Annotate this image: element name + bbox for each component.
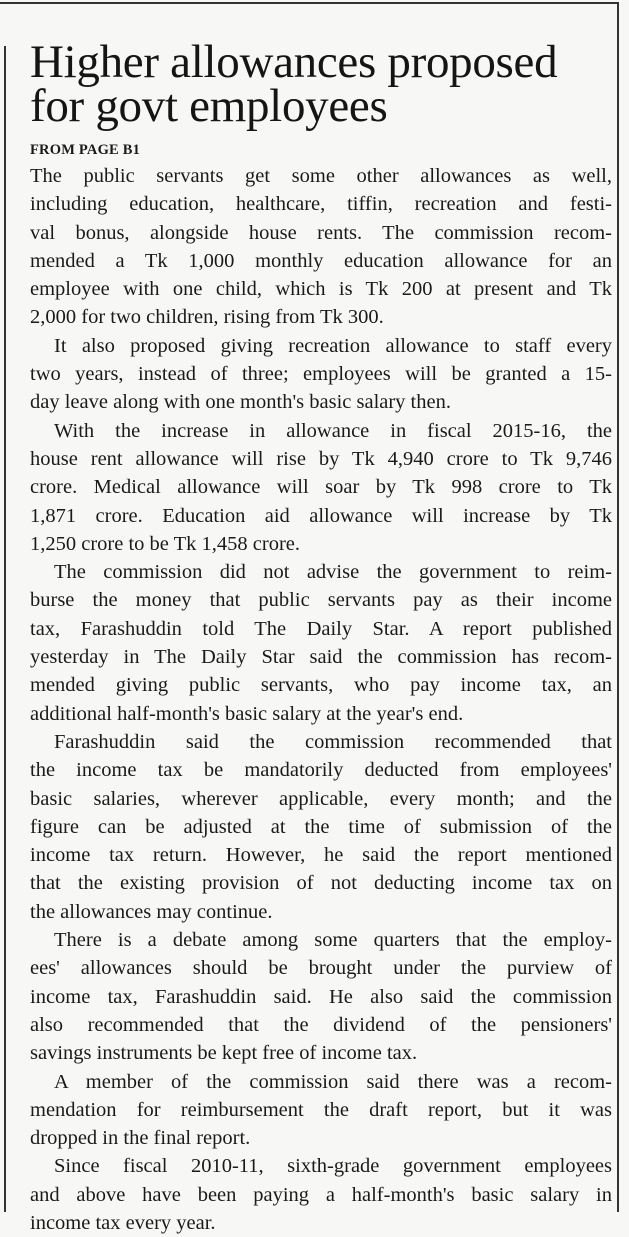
text-line: also recommended that the dividend of the pensioners' <box>30 1013 612 1036</box>
text-line: 1,871 crore. Education aid allowance will increase by Tk <box>30 504 612 527</box>
text-line: mended giving public servants, who pay income tax, an <box>30 674 612 697</box>
text-line: income tax return. However, he said the report mentioned <box>30 844 612 867</box>
text-line: 2,000 for two children, rising from Tk 300. <box>30 306 384 329</box>
article-body <box>30 162 612 1237</box>
text-line: savings instruments be kept free of income tax. <box>30 1042 418 1065</box>
headline-line: for govt employees <box>30 80 388 132</box>
text-line: house rent allowance will rise by Tk 4,940 crore to Tk 9,746 <box>30 447 612 470</box>
paragraph <box>30 1152 612 1237</box>
headline <box>30 36 612 132</box>
paragraph <box>30 728 612 926</box>
text-line: additional half-month's basic salary at the year's end. <box>30 702 464 725</box>
text-line: Since fiscal 2010-11, sixth-grade government employees <box>54 1155 612 1178</box>
paragraph <box>30 1068 612 1153</box>
text-line: including education, healthcare, tiffin, recreation and festi- <box>30 193 612 216</box>
top-border-rule <box>0 2 619 4</box>
paragraph <box>30 417 612 558</box>
text-line: yesterday in The Daily Star said the commission has recom- <box>30 646 612 669</box>
text-line: A member of the commission said there was a recom- <box>54 1070 612 1093</box>
text-line: income tax, Farashuddin said. He also said the commission <box>30 985 612 1008</box>
text-line: The commission did not advise the government to reim- <box>54 561 612 584</box>
text-line: val bonus, alongside house rents. The commission recom- <box>30 221 612 244</box>
text-line: mendation for reimbursement the draft report, but it was <box>30 1098 612 1121</box>
text-line: dropped in the final report. <box>30 1127 251 1150</box>
text-line: tax, Farashuddin told The Daily Star. A report published <box>30 617 612 640</box>
text-line: and above have been paying a half-month's basic salary in <box>30 1183 612 1206</box>
left-border-rule <box>4 46 6 1212</box>
text-line: the income tax be mandatorily deducted from employees' <box>30 759 612 782</box>
text-line: burse the money that public servants pay as their income <box>30 589 612 612</box>
text-line: figure can be adjusted at the time of submission of the <box>30 815 612 838</box>
text-line: the allowances may continue. <box>30 900 273 923</box>
continuation-kicker: FROM PAGE B1 <box>30 142 141 158</box>
text-line: ees' allowances should be brought under the purview of <box>30 957 612 980</box>
text-line: With the increase in allowance in fiscal 2015-16, the <box>54 419 612 442</box>
text-line: The public servants get some other allowances as well, <box>30 165 612 187</box>
text-line: income tax every year. <box>30 1211 216 1234</box>
text-line: There is a debate among some quarters that the employ- <box>54 929 612 952</box>
text-line: It also proposed giving recreation allowance to staff every <box>54 334 612 357</box>
paragraph <box>30 926 612 1067</box>
text-line: 1,250 crore to be Tk 1,458 crore. <box>30 532 301 555</box>
text-line: employee with one child, which is Tk 200 at present and Tk <box>30 278 612 301</box>
right-border-rule <box>617 2 619 1212</box>
headline-line: Higher allowances proposed <box>30 36 558 88</box>
text-line: basic salaries, wherever applicable, every month; and the <box>30 787 612 810</box>
text-line: Farashuddin said the commission recommended that <box>54 730 612 753</box>
text-line: crore. Medical allowance will soar by Tk 998 crore to Tk <box>30 476 612 499</box>
text-line: mended a Tk 1,000 monthly education allowance for an <box>30 249 612 272</box>
paragraph <box>30 332 612 417</box>
news-article <box>30 36 612 1237</box>
paragraph <box>30 558 612 728</box>
text-line: day leave along with one month's basic salary then. <box>30 391 451 414</box>
text-line: that the existing provision of not deducting income tax on <box>30 872 612 895</box>
paragraph <box>30 162 612 332</box>
text-line: two years, instead of three; employees will be granted a 15- <box>30 363 612 386</box>
